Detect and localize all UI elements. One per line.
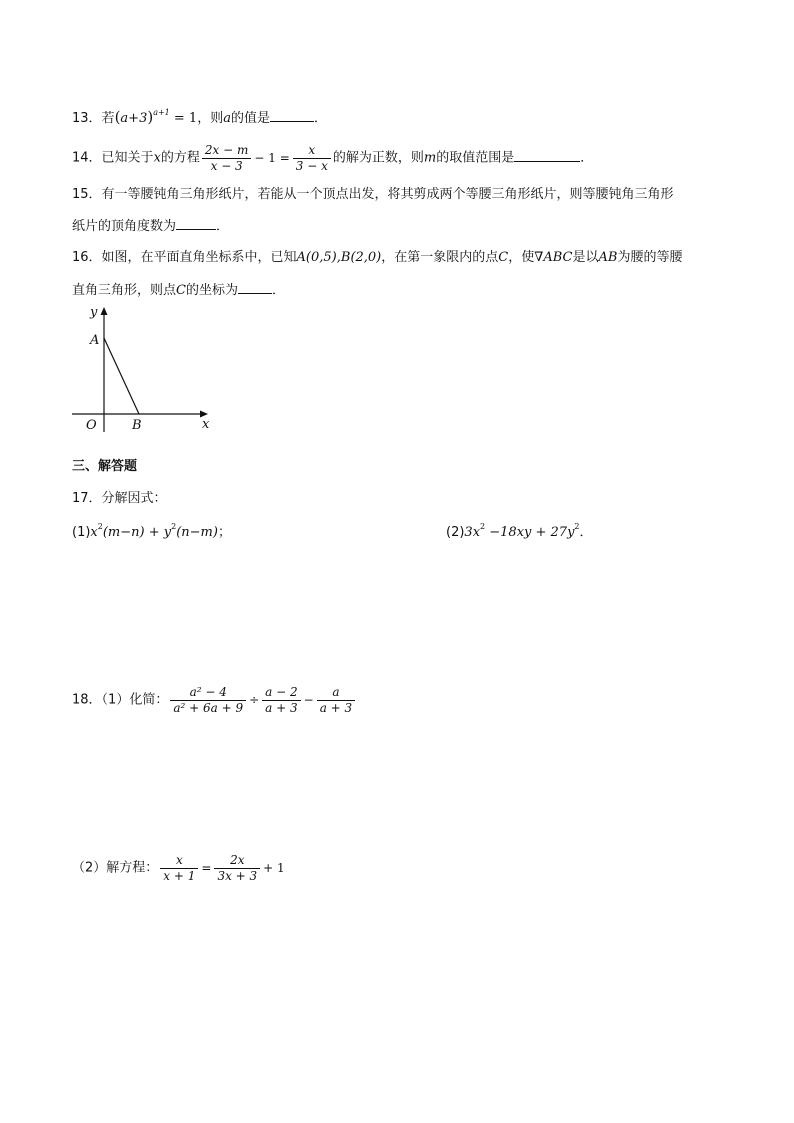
q14-frac1-denominator: x − 3 [210,158,243,173]
question-15-line-1: 15．有一等腰钝角三角形纸片，若能从一个顶点出发，将其剪成两个等腰三角形纸片，则等腰钝角三角形 [72,187,674,202]
q15-end: ． [216,219,230,234]
q18-f2-numerator: a − 2 [262,685,300,701]
q14-prefix: 已知关于 [101,150,154,166]
q16-answer-blank[interactable] [238,281,272,294]
q13-base: a+3 [120,111,148,126]
q18-fraction-1 [170,685,246,716]
q18-f3-numerator: a [317,685,355,701]
question-14 [72,140,593,177]
question-13 [72,108,327,128]
label-y: y [90,305,98,320]
q17-p1-expr-b: (m−n) + y [102,525,172,540]
q14-fraction-2 [293,143,331,174]
q13-paren-open: ( [114,108,121,126]
q14-frac2-denominator: 3 − x [295,158,328,173]
q18-g2-denominator: 3x + 3 [217,868,258,883]
q14-minus-one: − 1 = [254,151,290,165]
q16-end: ． [271,283,285,298]
q17-p1-label: (1) [72,525,91,540]
q18-f3-denominator: a + 3 [319,700,353,715]
q14-mid1: 的方程 [160,150,200,166]
q15-answer-blank[interactable] [176,217,216,230]
question-15-line-2 [72,217,229,236]
q17-p2-sq-1: 2 [480,522,486,531]
q13-end: ． [314,111,328,126]
q14-number: 14． [72,150,102,166]
q17-p1-end: ； [217,525,231,540]
q16-line2-post: 的坐标为 [185,283,238,298]
q14-answer-blank[interactable] [514,149,580,162]
q16-coords: A(0,5),B(2,0) [296,250,382,265]
q16-line1-post: 为腰的等腰 [617,250,683,265]
q13-mid: ，则 [197,111,224,126]
q16-line1-mid2: ，使 [508,250,535,265]
q18-f1-numerator: a² − 4 [170,685,246,701]
q18-g1-numerator: x [160,853,198,869]
q18-f1-denominator: a² + 6a + 9 [173,700,244,715]
label-x: x [202,417,210,432]
q13-paren-close: ) [147,108,154,126]
q14-var-x: x [153,150,161,166]
q16-segment-ab: AB [598,250,618,265]
q18-minus: − [303,693,314,707]
q14-frac1-numerator: 2x − m [202,143,251,159]
q18-fraction-3 [317,685,355,716]
q16-line2-prefix: 直角三角形，则点 [72,283,177,298]
coordinate-figure [66,302,226,432]
q15-line2-prefix: 纸片的顶角度数为 [72,219,177,234]
q14-mid2: 的解为正数，则 [332,150,424,166]
q14-post: 的取值范围是 [436,150,515,166]
question-18-part-1 [72,680,357,721]
label-a: A [90,333,100,348]
q18-divide: ÷ [249,693,260,707]
q14-frac2-numerator: x [293,143,331,159]
q18-equals: = [201,861,212,875]
question-16-line-2 [72,281,285,300]
q18-g2-numerator: 2x [214,853,260,869]
q13-answer-blank[interactable] [270,109,314,122]
label-b: B [132,418,142,432]
q17-p2-sq-2: 2 [574,522,580,531]
question-16-line-1 [72,249,682,267]
question-17-title: 17．分解因式： [72,491,167,506]
y-axis-arrow [101,307,108,315]
q13-exponent: a+1 [153,108,170,117]
q18-number: 18．（1）化简： [72,692,169,708]
q16-point-c-2: C [176,283,186,298]
label-o: O [86,418,97,432]
q14-fraction-1 [202,143,251,174]
q18-g1-denominator: x + 1 [163,868,196,883]
q13-number: 13． [72,111,102,126]
section-3-title: 三、解答题 [72,459,138,474]
question-17-part-1 [72,524,231,542]
q18-eq-fraction-1 [160,853,198,884]
q18-f2-denominator: a + 3 [265,700,298,715]
question-17-part-2 [446,524,593,542]
q17-p2-expr-b: −18xy + 27y [485,525,575,540]
q17-p1-sq-1: 2 [97,522,103,531]
q17-p2-expr-a: 3x [464,525,481,540]
q16-point-c: C [498,250,509,265]
q16-triangle: ∇ABC [534,250,573,265]
q16-line1-mid: ，在第一象限内的点 [381,250,499,265]
q17-p2-end: ． [579,525,593,540]
q18-plus-one: + 1 [263,861,285,875]
q17-p2-label: (2) [446,525,465,540]
q13-equals: = 1 [173,111,198,126]
segment-ab [104,338,139,414]
q17-p1-sq-2: 2 [171,522,177,531]
q13-prefix: 若 [101,111,115,126]
q17-p1-expr-c: (n−m) [176,525,218,540]
question-18-part-2 [72,848,286,889]
q17-p1-expr-a: x [90,525,98,540]
q18-p2-label: （2）解方程： [72,860,159,876]
q13-post: 的值是 [230,111,270,126]
q16-line1-prefix: 16．如图，在平面直角坐标系中，已知 [72,250,297,265]
q18-fraction-2 [262,685,300,716]
q14-var-m: m [423,150,437,166]
q16-line1-mid3: 是以 [572,250,599,265]
q14-end: ． [580,150,594,166]
q18-eq-fraction-2 [214,853,260,884]
q13-var: a [223,111,231,126]
